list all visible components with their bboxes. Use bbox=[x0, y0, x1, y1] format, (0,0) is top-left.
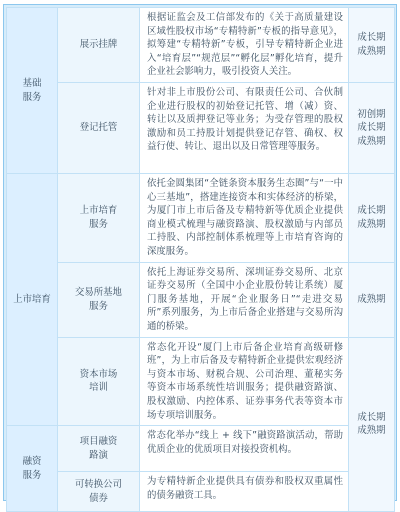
service-name-cell bbox=[58, 174, 140, 263]
service-name: 服务 bbox=[89, 300, 108, 312]
service-name-cell bbox=[58, 262, 140, 337]
stage-label: 成熟期 bbox=[357, 425, 386, 437]
service-description-cell bbox=[140, 426, 349, 472]
stage-label: 成长期 bbox=[357, 205, 386, 217]
stage-label: 成熟期 bbox=[357, 218, 386, 230]
category-label: 融资 bbox=[22, 456, 42, 467]
stage-cell bbox=[349, 337, 395, 512]
service-description-cell bbox=[140, 262, 349, 337]
service-name: 培训 bbox=[89, 382, 108, 394]
service-name: 服务 bbox=[89, 218, 108, 230]
category-label: 基础 bbox=[22, 77, 42, 89]
stage-cell bbox=[349, 174, 395, 263]
table-row bbox=[7, 174, 395, 263]
table-row bbox=[7, 8, 395, 83]
stage-label: 成长期 bbox=[357, 411, 386, 423]
service-name: 资本市场 bbox=[79, 368, 118, 380]
category-label: 服务 bbox=[22, 91, 42, 103]
table-row bbox=[7, 337, 395, 426]
category-cell bbox=[7, 8, 58, 174]
service-name: 债券 bbox=[89, 492, 108, 504]
service-name: 可转换公司 bbox=[75, 479, 122, 490]
service-description: 依托上海证券交易所、深圳证券交易所、北京证券交易所（全国中小企业股份转让系统）厦门服务基地，开展“企业服务日”“走进交易所”系列服务，为上市后备企业搭建与交易所沟通的桥梁。 bbox=[147, 266, 343, 332]
table-row bbox=[7, 262, 395, 337]
service-name: 登记托管 bbox=[79, 122, 118, 134]
service-description: 依托金圆集团“全链条资本服务生态圈”与“一中心三基地”，搭建连接资本和实体经济的桥梁，为厦门市上市后备及专精特新等优质企业提供商业模式梳理与融资路演、股权激励与内部员工持股、内部控制体系梳理等上市培育咨询的深度服务。 bbox=[147, 178, 343, 257]
stage-cell bbox=[349, 8, 395, 83]
service-name: 路演 bbox=[89, 449, 108, 461]
service-description: 常态化开设“厦门上市后备企业培育高级研修班”，为上市后备及专精特新企业提供宏观经济与资本市场、财税合规、公司治理、董秘实务等资本市场系统性培训服务；提供融资路演、股权激励、内控体系、证券事务代表等资本市场专项培训服务。 bbox=[147, 341, 343, 421]
table-row bbox=[7, 83, 395, 174]
service-description-cell bbox=[140, 8, 349, 83]
service-description: 根据证监会及工信部发布的《关于高质量建设区域性股权市场“专精特新”专板的指导意见》，拟筹建“专精特新”专板，引导专精特新企业进入“培育层”“规范层”“孵化层”孵化培育，提升企业社会影响力，吸引投资人关注。 bbox=[147, 12, 343, 78]
service-description: 常态化举办“线上 + 线下”融资路演活动，帮助优质企业的优质项目对接投资机构。 bbox=[147, 430, 343, 455]
stage-label: 成熟期 bbox=[357, 135, 386, 147]
service-name: 展示挂牌 bbox=[79, 39, 118, 51]
service-description-cell bbox=[140, 83, 349, 174]
service-name-cell bbox=[58, 472, 140, 512]
services-table bbox=[6, 7, 395, 512]
category-label: 上市培育 bbox=[13, 293, 51, 305]
category-cell bbox=[7, 174, 58, 426]
service-description-cell bbox=[140, 174, 349, 263]
service-name: 交易所基地 bbox=[75, 286, 122, 298]
service-name: 项目融资 bbox=[79, 436, 118, 447]
stage-label: 成熟期 bbox=[357, 46, 386, 57]
service-name-cell bbox=[58, 8, 140, 83]
stage-label: 初创期 bbox=[357, 108, 386, 120]
service-description-cell bbox=[140, 337, 349, 426]
stage-cell bbox=[349, 83, 395, 174]
table-row bbox=[7, 472, 395, 512]
stage-label: 成长期 bbox=[357, 122, 386, 134]
service-description: 为专精特新企业提供具有债券和股权双重属性的债务融资工具。 bbox=[147, 476, 343, 501]
service-name: 上市培育 bbox=[79, 205, 118, 217]
service-name-cell bbox=[58, 337, 140, 426]
stage-cell bbox=[349, 262, 395, 337]
service-description: 针对非上市股份公司、有限责任公司、合伙制企业进行股权的初始登记托管、增（减）资、转让以及质押登记等业务；为受存管理的股权激励和员工持股计划提供登记存管、确权、权益行使、转让、退出以及日常管理等服务。 bbox=[147, 87, 343, 153]
stage-label: 成长期 bbox=[357, 32, 386, 44]
service-name-cell bbox=[58, 426, 140, 472]
service-name-cell bbox=[58, 83, 140, 174]
category-label: 服务 bbox=[22, 469, 42, 481]
service-description-cell bbox=[140, 472, 349, 512]
category-cell bbox=[7, 426, 58, 512]
stage-label: 成熟期 bbox=[357, 293, 386, 305]
table-row bbox=[7, 426, 395, 472]
